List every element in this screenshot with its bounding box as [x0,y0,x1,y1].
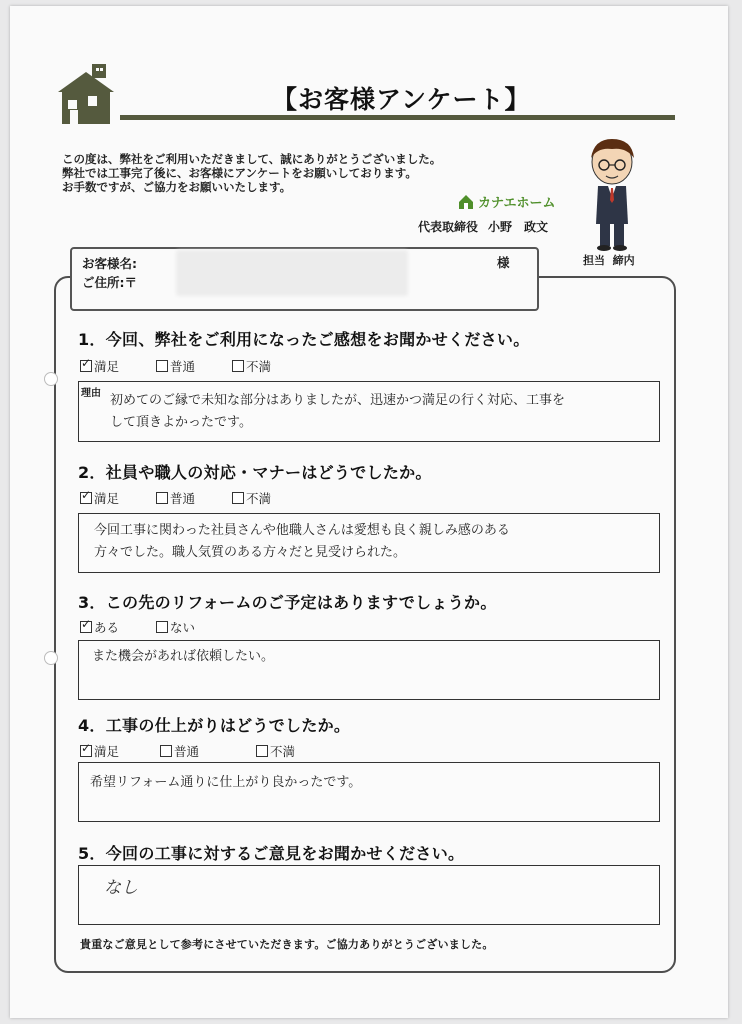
intro-text: この度は、弊社をご利用いただきまして、誠にありがとうございました。 弊社では工事完了後に、お客様にアンケートをお願いしております。 お手数ですが、ご協力をお願いいたします。 [62,152,442,194]
ceo-signature: 代表取締役 小野 政文 [418,220,549,234]
q4-option-unsatisfied[interactable]: 不満 [256,742,295,760]
question-5-title: 5．今回の工事に対するご意見をお聞かせください。 [78,844,465,863]
q3-option-yes[interactable]: ✓ ある [80,618,119,636]
q2-option-unsatisfied[interactable]: 不満 [232,489,271,507]
redacted-customer-info [176,250,408,296]
checkbox-checked-icon[interactable] [80,745,92,757]
reason-label: 理由 [81,388,101,399]
question-2-options [80,489,380,505]
checkbox-checked-icon[interactable] [80,360,92,372]
question-3-answer: また機会があれば依頼したい。 [92,649,275,664]
footer-thanks: 貴重なご意見として参考にさせていただきます。ご協力ありがとうございました。 [80,938,494,951]
question-2-title: 2．社員や職人の対応・マナーはどうでしたか。 [78,463,432,482]
question-2-answer: 今回工事に関わった社員さんや他職人さんは愛想も良く親しみ感のある 方々でした。職人気質のある方々だと見受けられた。 [94,523,510,560]
checkbox-checked-icon[interactable] [80,492,92,504]
q4-option-normal[interactable]: 普通 [160,742,199,760]
staff-illustration [582,136,644,252]
house-icon [56,62,118,126]
question-3-title: 3．この先のリフォームのご予定はありますでしょうか。 [78,593,497,612]
staff-label: 担当 締内 [583,254,635,267]
question-5-answer: なし [104,878,138,898]
customer-name-label: お客様名: [82,256,137,271]
question-1-options [80,357,380,373]
honorific: 様 [497,255,510,270]
q4-option-satisfied[interactable]: ✓ 満足 [80,742,119,760]
question-1-title: 1．今回、弊社をご利用になったご感想をお聞かせください。 [78,330,530,349]
q1-option-satisfied[interactable]: ✓ 満足 [80,357,119,375]
punch-hole [44,651,58,665]
checkbox-icon[interactable] [156,492,168,504]
checkbox-icon[interactable] [232,360,244,372]
page-title: 【お客様アンケート】 [272,85,531,114]
question-3-options [80,618,280,634]
question-4-options [80,742,400,758]
customer-address-label: ご住所:〒 [82,275,137,290]
checkbox-icon[interactable] [256,745,268,757]
question-5-answer-box[interactable] [78,865,660,925]
checkbox-checked-icon[interactable] [80,621,92,633]
checkbox-icon[interactable] [232,492,244,504]
punch-hole [44,372,58,386]
question-1-answer: 初めてのご縁で未知な部分はありましたが、迅速かつ満足の行く対応、工事を して頂きよかったです。 [110,393,566,430]
q2-option-normal[interactable]: 普通 [156,489,195,507]
question-4-title: 4．工事の仕上がりはどうでしたか。 [78,716,351,735]
checkbox-icon[interactable] [156,621,168,633]
checkbox-icon[interactable] [160,745,172,757]
q1-option-unsatisfied[interactable]: 不満 [232,357,271,375]
question-4-answer: 希望リフォーム通りに仕上がり良かったです。 [90,775,362,790]
q2-option-satisfied[interactable]: ✓ 満足 [80,489,119,507]
q3-option-no[interactable]: ない [156,618,195,636]
title-underline [120,115,675,120]
logo-mark-icon [458,194,474,210]
company-logo: カナエホーム [458,192,555,211]
q1-option-normal[interactable]: 普通 [156,357,195,375]
checkbox-icon[interactable] [156,360,168,372]
